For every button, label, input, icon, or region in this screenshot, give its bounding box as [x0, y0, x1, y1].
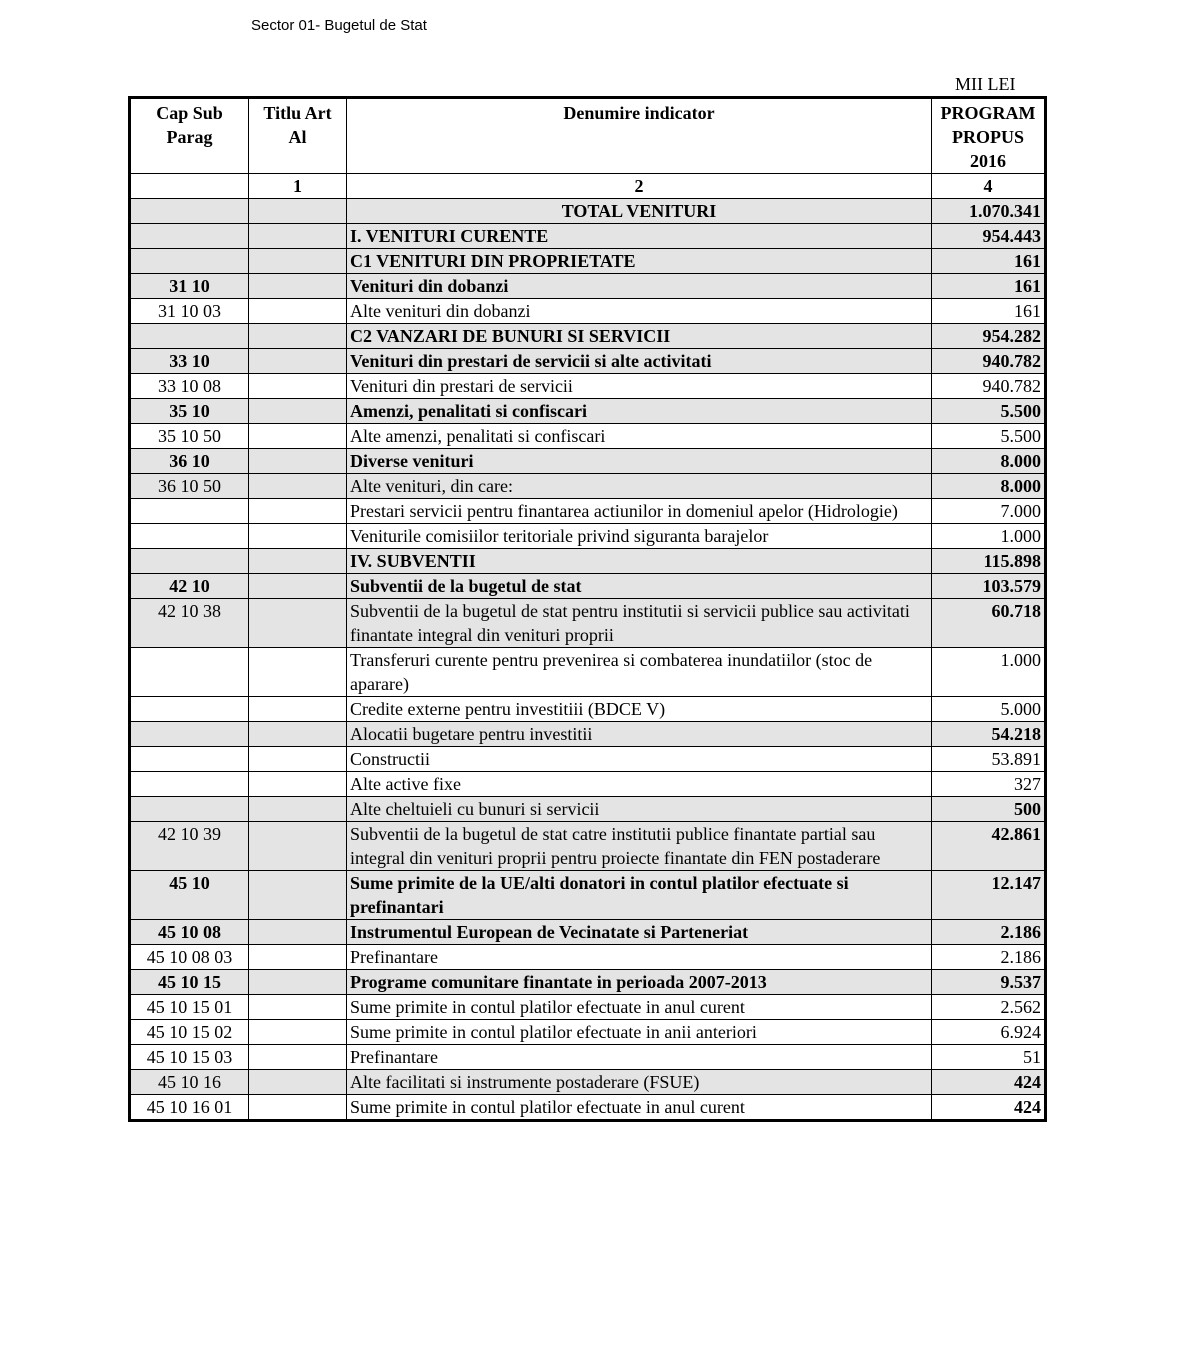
table-row — [130, 648, 1046, 697]
row-value: 54.218 — [932, 722, 1046, 747]
row-name: C2 VANZARI DE BUNURI SI SERVICII — [347, 324, 932, 349]
row-value: 1.000 — [932, 524, 1046, 549]
row-value: 424 — [932, 1070, 1046, 1095]
row-name: Credite externe pentru investitiii (BDCE V) — [347, 697, 932, 722]
row-name: I. VENITURI CURENTE — [347, 224, 932, 249]
row-code: 45 10 — [130, 871, 249, 920]
row-title — [249, 499, 347, 524]
row-name: Sume primite in contul platilor efectuate in anii anteriori — [347, 1020, 932, 1045]
row-title — [249, 224, 347, 249]
row-value: 9.537 — [932, 970, 1046, 995]
col-header-name: Denumire indicator — [347, 98, 932, 174]
row-code: 45 10 16 01 — [130, 1095, 249, 1121]
col-number-2: 2 — [347, 174, 932, 199]
row-value: 5.500 — [932, 399, 1046, 424]
table-row — [130, 349, 1046, 374]
row-value: 2.562 — [932, 995, 1046, 1020]
sector-title: Sector 01- Bugetul de Stat — [251, 17, 427, 34]
table-row — [130, 722, 1046, 747]
table-row — [130, 822, 1046, 871]
table-row — [130, 1020, 1046, 1045]
row-title — [249, 249, 347, 274]
table-row — [130, 747, 1046, 772]
row-code: 35 10 — [130, 399, 249, 424]
row-value: 5.500 — [932, 424, 1046, 449]
row-name: Constructii — [347, 747, 932, 772]
row-name: Sume primite de la UE/alti donatori in contul platilor efectuate si prefinantari — [347, 871, 932, 920]
row-title — [249, 822, 347, 871]
row-title — [249, 648, 347, 697]
row-name: Prefinantare — [347, 1045, 932, 1070]
row-value: 6.924 — [932, 1020, 1046, 1045]
row-code — [130, 772, 249, 797]
row-value: 103.579 — [932, 574, 1046, 599]
row-value: 2.186 — [932, 945, 1046, 970]
row-name: Venituri din dobanzi — [347, 274, 932, 299]
row-name: C1 VENITURI DIN PROPRIETATE — [347, 249, 932, 274]
table-row — [130, 1070, 1046, 1095]
row-code: 36 10 — [130, 449, 249, 474]
row-code: 45 10 08 — [130, 920, 249, 945]
table-row — [130, 1095, 1046, 1121]
row-title — [249, 995, 347, 1020]
table-row — [130, 499, 1046, 524]
row-code — [130, 224, 249, 249]
row-title — [249, 920, 347, 945]
row-code: 33 10 — [130, 349, 249, 374]
unit-label: MII LEI — [955, 74, 1016, 94]
table-row — [130, 224, 1046, 249]
row-name: Sume primite in contul platilor efectuate in anul curent — [347, 1095, 932, 1121]
row-value: 424 — [932, 1095, 1046, 1121]
row-code: 45 10 08 03 — [130, 945, 249, 970]
row-name: Diverse venituri — [347, 449, 932, 474]
row-name: Amenzi, penalitati si confiscari — [347, 399, 932, 424]
row-value: 115.898 — [932, 549, 1046, 574]
row-title — [249, 797, 347, 822]
row-value: 954.282 — [932, 324, 1046, 349]
row-title — [249, 945, 347, 970]
row-title — [249, 549, 347, 574]
table-row — [130, 599, 1046, 648]
row-code: 33 10 08 — [130, 374, 249, 399]
table-row — [130, 374, 1046, 399]
table-row — [130, 970, 1046, 995]
row-code: 42 10 39 — [130, 822, 249, 871]
row-name: Alte active fixe — [347, 772, 932, 797]
row-name: Alte venituri, din care: — [347, 474, 932, 499]
row-title — [249, 274, 347, 299]
row-title — [249, 697, 347, 722]
row-value: 327 — [932, 772, 1046, 797]
table-row — [130, 697, 1046, 722]
row-name: Subventii de la bugetul de stat pentru institutii si servicii publice sau activitati finantate integral din venituri proprii — [347, 599, 932, 648]
budget-table — [128, 96, 1047, 1122]
row-value: 53.891 — [932, 747, 1046, 772]
row-code: 45 10 16 — [130, 1070, 249, 1095]
row-name: Venituri din prestari de servicii — [347, 374, 932, 399]
row-value: 2.186 — [932, 920, 1046, 945]
row-value: 12.147 — [932, 871, 1046, 920]
table-row — [130, 995, 1046, 1020]
col-number-0 — [130, 174, 249, 199]
row-name: Alte amenzi, penalitati si confiscari — [347, 424, 932, 449]
row-title — [249, 1020, 347, 1045]
row-name: Transferuri curente pentru prevenirea si combaterea inundatiilor (stoc de aparare) — [347, 648, 932, 697]
row-code — [130, 249, 249, 274]
row-code — [130, 722, 249, 747]
row-code — [130, 549, 249, 574]
row-name: Veniturile comisiilor teritoriale privind siguranta barajelor — [347, 524, 932, 549]
row-title — [249, 871, 347, 920]
row-title — [249, 349, 347, 374]
table-row — [130, 299, 1046, 324]
row-title — [249, 970, 347, 995]
table-row — [130, 524, 1046, 549]
row-title — [249, 599, 347, 648]
row-name: Sume primite in contul platilor efectuate in anul curent — [347, 995, 932, 1020]
row-name: Subventii de la bugetul de stat — [347, 574, 932, 599]
row-name: Instrumentul European de Vecinatate si Parteneriat — [347, 920, 932, 945]
row-value: 5.000 — [932, 697, 1046, 722]
row-value: 1.000 — [932, 648, 1046, 697]
row-code — [130, 324, 249, 349]
row-title — [249, 399, 347, 424]
row-code — [130, 697, 249, 722]
table-row — [130, 249, 1046, 274]
row-name: Venituri din prestari de servicii si alte activitati — [347, 349, 932, 374]
table-row — [130, 549, 1046, 574]
row-value: 161 — [932, 299, 1046, 324]
row-code: 31 10 03 — [130, 299, 249, 324]
row-code: 36 10 50 — [130, 474, 249, 499]
table-row — [130, 920, 1046, 945]
row-value: 500 — [932, 797, 1046, 822]
row-name: Alte facilitati si instrumente postaderare (FSUE) — [347, 1070, 932, 1095]
table-row — [130, 797, 1046, 822]
row-code: 45 10 15 01 — [130, 995, 249, 1020]
column-number-row — [130, 174, 1046, 199]
row-title — [249, 199, 347, 224]
col-header-code: Cap Sub Parag — [130, 98, 249, 174]
table-body — [130, 199, 1046, 1121]
row-code — [130, 797, 249, 822]
row-title — [249, 474, 347, 499]
row-code: 35 10 50 — [130, 424, 249, 449]
table-row — [130, 772, 1046, 797]
row-name: Prefinantare — [347, 945, 932, 970]
row-title — [249, 424, 347, 449]
row-name: IV. SUBVENTII — [347, 549, 932, 574]
row-value: 161 — [932, 249, 1046, 274]
table-row — [130, 574, 1046, 599]
row-name: Subventii de la bugetul de stat catre institutii publice finantate partial sau integral din venituri proprii pentru proiecte finantate din FEN postaderare — [347, 822, 932, 871]
table-row — [130, 871, 1046, 920]
row-value: 7.000 — [932, 499, 1046, 524]
row-code — [130, 648, 249, 697]
table-row — [130, 474, 1046, 499]
row-value: 940.782 — [932, 349, 1046, 374]
table-row — [130, 945, 1046, 970]
row-title — [249, 1045, 347, 1070]
row-value: 60.718 — [932, 599, 1046, 648]
row-name: Alocatii bugetare pentru investitii — [347, 722, 932, 747]
row-name: Alte venituri din dobanzi — [347, 299, 932, 324]
row-value: 8.000 — [932, 474, 1046, 499]
row-title — [249, 524, 347, 549]
row-title — [249, 574, 347, 599]
row-title — [249, 299, 347, 324]
row-title — [249, 1095, 347, 1121]
row-title — [249, 772, 347, 797]
row-value: 940.782 — [932, 374, 1046, 399]
row-value: 8.000 — [932, 449, 1046, 474]
col-header-title: Titlu Art Al — [249, 98, 347, 174]
row-title — [249, 374, 347, 399]
row-name: TOTAL VENITURI — [347, 199, 932, 224]
row-name: Programe comunitare finantate in perioada 2007-2013 — [347, 970, 932, 995]
table-row — [130, 1045, 1046, 1070]
col-header-value: PROGRAM PROPUS 2016 — [932, 98, 1046, 174]
row-name: Alte cheltuieli cu bunuri si servicii — [347, 797, 932, 822]
row-code: 45 10 15 03 — [130, 1045, 249, 1070]
row-code: 45 10 15 — [130, 970, 249, 995]
row-value: 954.443 — [932, 224, 1046, 249]
row-code — [130, 499, 249, 524]
table-row — [130, 399, 1046, 424]
row-code: 45 10 15 02 — [130, 1020, 249, 1045]
row-code — [130, 524, 249, 549]
row-code — [130, 199, 249, 224]
table-row — [130, 274, 1046, 299]
table-row — [130, 199, 1046, 224]
row-code: 31 10 — [130, 274, 249, 299]
table-row — [130, 324, 1046, 349]
row-title — [249, 324, 347, 349]
row-value: 161 — [932, 274, 1046, 299]
row-title — [249, 1070, 347, 1095]
col-number-1: 1 — [249, 174, 347, 199]
row-name: Prestari servicii pentru finantarea actiunilor in domeniul apelor (Hidrologie) — [347, 499, 932, 524]
table-row — [130, 424, 1046, 449]
table-row — [130, 449, 1046, 474]
row-title — [249, 747, 347, 772]
row-title — [249, 449, 347, 474]
header-row — [130, 98, 1046, 174]
row-code: 42 10 — [130, 574, 249, 599]
row-value: 51 — [932, 1045, 1046, 1070]
col-number-3: 4 — [932, 174, 1046, 199]
row-code: 42 10 38 — [130, 599, 249, 648]
row-value: 42.861 — [932, 822, 1046, 871]
row-code — [130, 747, 249, 772]
row-title — [249, 722, 347, 747]
row-value: 1.070.341 — [932, 199, 1046, 224]
